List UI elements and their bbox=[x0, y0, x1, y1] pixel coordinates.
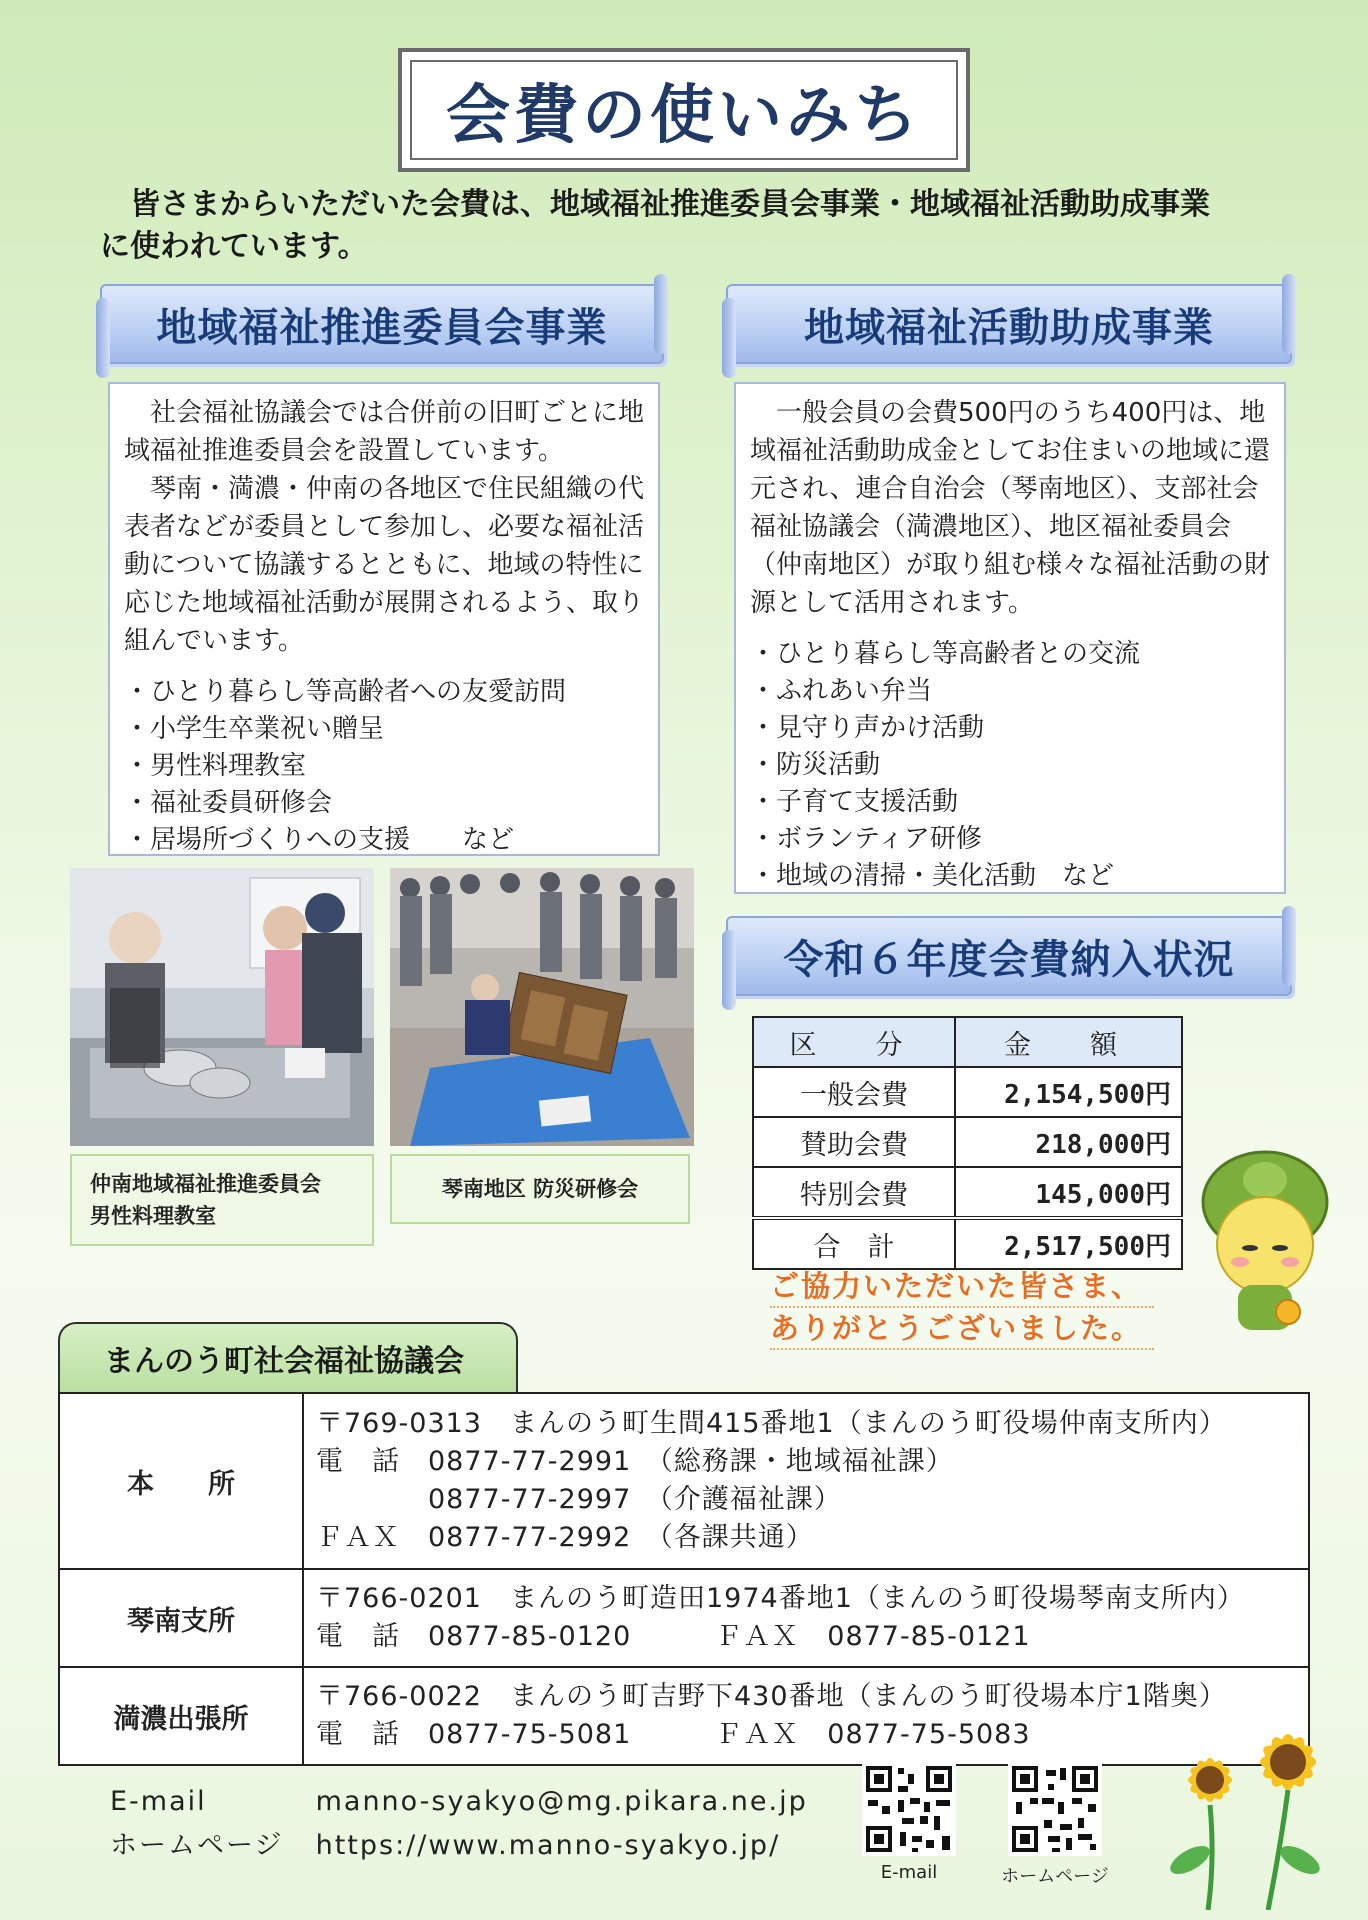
table-header-row bbox=[753, 1017, 1182, 1067]
fee-label: 一般会費 bbox=[753, 1067, 955, 1117]
office-phone-fax: 電 話 0877-75-5081 ＦＡＸ 0877-75-5083 bbox=[316, 1719, 1031, 1750]
table-row bbox=[59, 1569, 1309, 1667]
office-label: 本 所 bbox=[59, 1393, 303, 1569]
homepage-qr-label: ホームページ bbox=[1001, 1866, 1109, 1887]
office-address: 〒766-0022 まんのう町吉野下430番地（まんのう町役場本庁1階奥） bbox=[316, 1681, 1227, 1712]
left-section-heading bbox=[100, 284, 664, 364]
table-row bbox=[59, 1393, 1309, 1569]
office-phone: 電 話 0877-77-2991 （総務課・地域福祉課） bbox=[316, 1446, 954, 1477]
office-phone: 0877-77-2997 （介護福祉課） bbox=[316, 1484, 842, 1515]
fee-amount: 2,154,500円 bbox=[955, 1067, 1182, 1117]
left-section-heading-text: 地域福祉推進委員会事業 bbox=[156, 304, 608, 351]
caption-1-line-1: 仲南地域福祉推進委員会 bbox=[90, 1172, 321, 1196]
header-amount: 金 額 bbox=[955, 1017, 1182, 1067]
fee-status-heading-text: 令和６年度会費納入状況 bbox=[783, 936, 1235, 983]
office-table bbox=[58, 1392, 1310, 1766]
org-name: まんのう町社会福祉協議会 bbox=[104, 1344, 464, 1379]
list-item: ・ 地域の清掃・美化活動 など bbox=[750, 858, 1270, 895]
office-details bbox=[303, 1393, 1309, 1569]
thanks-line-1: ご協力いただいた皆さま、 bbox=[770, 1266, 1154, 1308]
intro-text bbox=[100, 184, 1300, 268]
list-item: ・ 防災活動 bbox=[750, 747, 1270, 784]
table-row bbox=[753, 1167, 1182, 1218]
total-label: 合 計 bbox=[753, 1218, 955, 1269]
right-para-1: 一般会員の会費500円のうち400円は、地域福祉活動助成金としてお住まいの地域に還元され、連合自治会（琴南地区）、支部社会福祉協議会（満濃地区）、地区福祉委員会（仲南地区）が取り組む様々な福祉活動の財源として活用されます。 bbox=[750, 398, 1271, 618]
caption-1-line-2: 男性料理教室 bbox=[90, 1204, 216, 1228]
cooking-class-photo bbox=[70, 868, 374, 1146]
list-item: ・ 男性料理教室 bbox=[124, 748, 644, 785]
email-qr-label: E-mail bbox=[880, 1862, 938, 1883]
thanks-message bbox=[770, 1266, 1154, 1350]
fee-label: 賛助会費 bbox=[753, 1117, 955, 1167]
title-box bbox=[398, 48, 970, 172]
sunflower-illustration bbox=[1160, 1710, 1340, 1910]
office-details bbox=[303, 1667, 1309, 1765]
total-amount: 2,517,500円 bbox=[955, 1218, 1182, 1269]
homepage-link[interactable]: https://www.manno-syakyo.jp/ bbox=[315, 1830, 781, 1861]
left-para-2: 琴南・満濃・仲南の各地区で住民組織の代表者などが委員として参加し、必要な福祉活動について協議するとともに、地域の特性に応じた地域福祉活動が展開されるよう、取り組んでいます。 bbox=[124, 474, 645, 656]
fee-table bbox=[752, 1016, 1183, 1270]
header-category: 区 分 bbox=[753, 1017, 955, 1067]
table-row bbox=[753, 1067, 1182, 1117]
list-item: ・ 福祉委員研修会 bbox=[124, 785, 644, 822]
list-item: ・ 居場所づくりへの支援 など bbox=[124, 822, 644, 859]
left-section-panel bbox=[108, 382, 660, 856]
office-label: 満濃出張所 bbox=[59, 1667, 303, 1765]
table-row bbox=[59, 1667, 1309, 1765]
photo-caption-2 bbox=[390, 1154, 690, 1224]
email-label: E-mail bbox=[110, 1786, 207, 1817]
fee-label: 特別会費 bbox=[753, 1167, 955, 1218]
mascot-illustration bbox=[1190, 1140, 1340, 1340]
office-details bbox=[303, 1569, 1309, 1667]
right-item-list bbox=[750, 636, 1270, 895]
thanks-line-2: ありがとうございました。 bbox=[770, 1308, 1154, 1350]
photo-caption-1 bbox=[70, 1154, 374, 1246]
fee-amount: 218,000円 bbox=[955, 1117, 1182, 1167]
right-section-heading bbox=[726, 284, 1292, 364]
table-total-row bbox=[753, 1218, 1182, 1269]
office-address: 〒766-0201 まんのう町造田1974番地1（まんのう町役場琴南支所内） bbox=[316, 1583, 1245, 1614]
office-address: 〒769-0313 まんのう町生間415番地1（まんのう町役場仲南支所内） bbox=[316, 1408, 1227, 1439]
right-section-panel bbox=[734, 382, 1286, 894]
homepage-qr-code[interactable] bbox=[1008, 1762, 1102, 1856]
table-row bbox=[753, 1117, 1182, 1167]
list-item: ・ ふれあい弁当 bbox=[750, 673, 1270, 710]
email-qr-code[interactable] bbox=[862, 1762, 956, 1856]
list-item: ・ 小学生卒業祝い贈呈 bbox=[124, 711, 644, 748]
office-fax: ＦＡＸ 0877-77-2992 （各課共通） bbox=[316, 1522, 814, 1553]
list-item: ・ ひとり暮らし等高齢者との交流 bbox=[750, 636, 1270, 673]
fee-amount: 145,000円 bbox=[955, 1167, 1182, 1218]
list-item: ・ ボランティア研修 bbox=[750, 821, 1270, 858]
office-phone-fax: 電 話 0877-85-0120 ＦＡＸ 0877-85-0121 bbox=[316, 1621, 1031, 1652]
email-link[interactable]: manno-syakyo@mg.pikara.ne.jp bbox=[315, 1786, 808, 1817]
office-label: 琴南支所 bbox=[59, 1569, 303, 1667]
right-section-heading-text: 地域福祉活動助成事業 bbox=[804, 304, 1214, 351]
caption-2-text: 琴南地区 防災研修会 bbox=[441, 1177, 639, 1201]
org-name-tab bbox=[58, 1322, 518, 1392]
contact-info bbox=[110, 1780, 808, 1868]
fee-status-heading bbox=[726, 916, 1292, 996]
list-item: ・ 子育て支援活動 bbox=[750, 784, 1270, 821]
intro-line-2: に使われています。 bbox=[100, 229, 368, 264]
homepage-label: ホームページ bbox=[110, 1830, 284, 1861]
intro-line-1: 皆さまからいただいた会費は、地域福祉推進委員会事業・地域福祉活動助成事業 bbox=[100, 187, 1210, 222]
list-item: ・ 見守り声かけ活動 bbox=[750, 710, 1270, 747]
left-para-1: 社会福祉協議会では合併前の旧町ごとに地域福祉推進委員会を設置しています。 bbox=[124, 398, 645, 466]
page-title: 会費の使いみち bbox=[446, 79, 922, 153]
list-item: ・ ひとり暮らし等高齢者への友愛訪問 bbox=[124, 674, 644, 711]
left-item-list bbox=[124, 674, 644, 859]
disaster-training-photo bbox=[390, 868, 694, 1146]
